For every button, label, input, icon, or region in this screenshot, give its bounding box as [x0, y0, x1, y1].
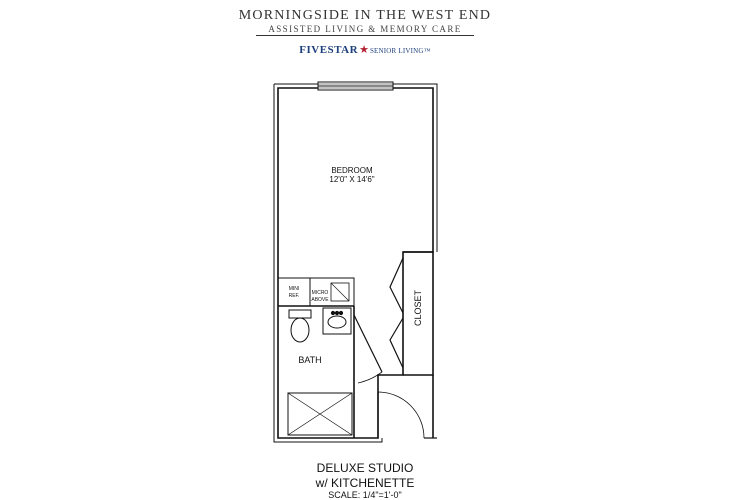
bedroom-label: BEDROOM [331, 166, 373, 175]
community-name: MORNINGSIDE IN THE WEST END [238, 8, 492, 23]
star-icon: ★ [359, 44, 369, 56]
brand-logo-main: FIVESTAR [299, 44, 359, 56]
sink [323, 308, 351, 334]
unit-type-title: DELUXE STUDIO [316, 461, 414, 475]
brand-logo-sub: SENIOR LIVING™ [369, 47, 431, 55]
micro-label-1: MICRO [311, 290, 329, 296]
bedroom-dimensions: 12'0" X 14'6" [329, 175, 375, 184]
mini-ref-label-2: REF. [288, 293, 300, 299]
toilet [289, 310, 311, 342]
mini-ref-label-1: MINI [288, 286, 300, 292]
window [318, 82, 393, 90]
micro-label-2: ABOVE [311, 297, 329, 303]
closet-label: CLOSET [413, 289, 423, 327]
community-subtitle: ASSISTED LIVING & MEMORY CARE [268, 24, 462, 34]
bath-label: BATH [298, 355, 322, 365]
entry-door [378, 375, 437, 438]
scale-note: SCALE: 1/4"=1'-0" [328, 490, 402, 500]
outer-wall [274, 84, 437, 442]
unit-type-subtitle: w/ KITCHENETTE [315, 476, 415, 490]
shower [288, 393, 352, 435]
closet [390, 252, 433, 375]
